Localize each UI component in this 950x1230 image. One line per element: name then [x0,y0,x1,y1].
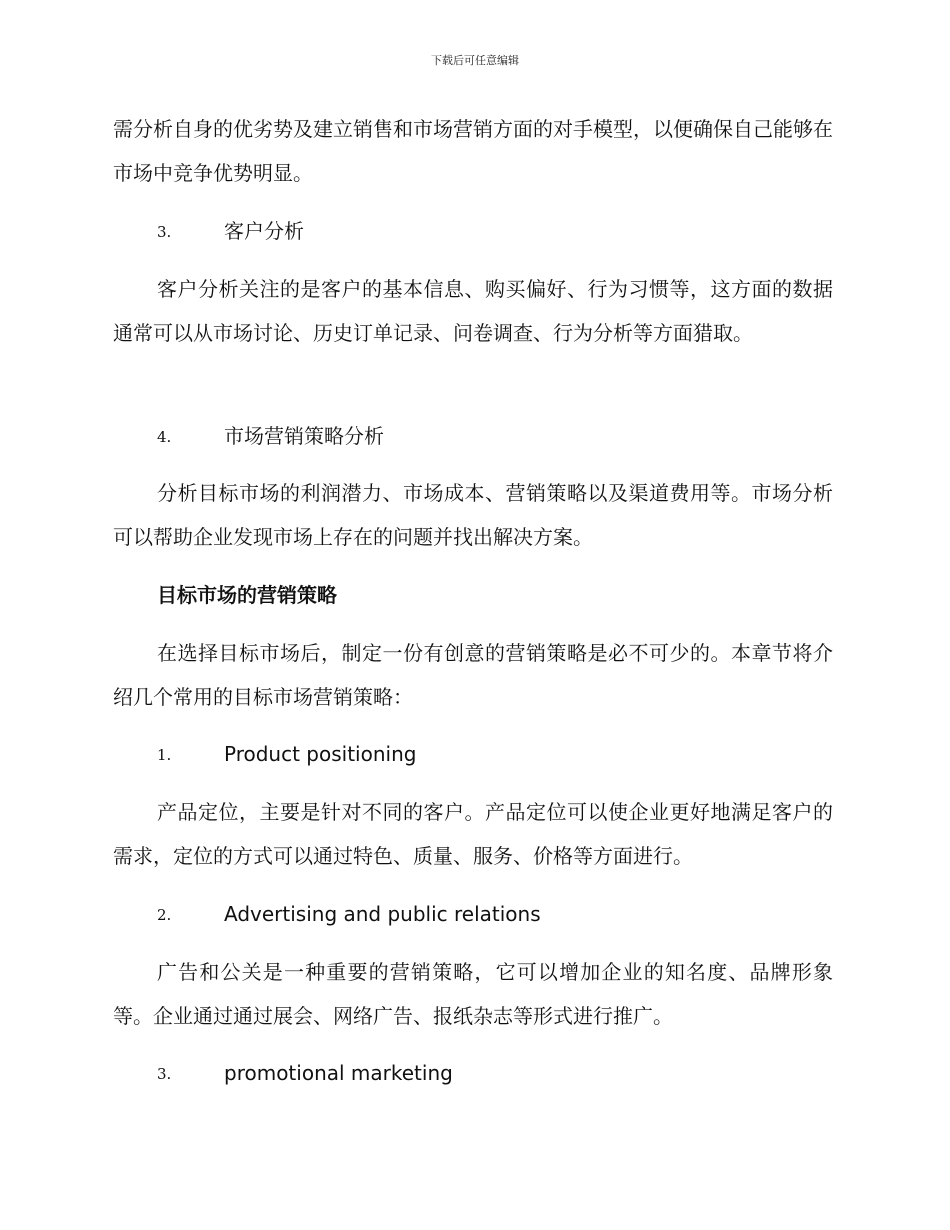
list-item-marketing-strategy-analysis [113,421,833,451]
list-item-label: 客户分析 [224,219,304,243]
list-item-label: 市场营销策略分析 [224,424,384,448]
paragraph-market-analysis: 分析目标市场的利润潜力、市场成本、营销策略以及渠道费用等。市场分析可以帮助企业发现市场上存在的问题并找出解决方案。 [113,481,833,549]
list-item-advertising [113,899,833,929]
paragraph-advertising: 广告和公关是一种重要的营销策略，它可以增加企业的知名度、品牌形象等。企业通过通过展会、网络广告、报纸杂志等形式进行推广。 [113,960,833,1028]
list-item-label: promotional marketing [224,1061,453,1085]
list-number: 1. [157,746,172,764]
list-item-promotional-marketing [113,1058,833,1088]
section-heading: 目标市场的营销策略 [157,583,337,607]
list-number: 2. [157,906,172,924]
list-item-product-positioning [113,739,833,769]
list-number: 3. [157,223,172,241]
list-item-label: Advertising and public relations [224,902,541,926]
page-header: 下载后可任意编辑 [431,54,519,67]
list-item-customer-analysis [113,216,833,246]
paragraph-product-positioning: 产品定位，主要是针对不同的客户。产品定位可以使企业更好地满足客户的需求，定位的方式可以通过特色、质量、服务、价格等方面进行。 [113,800,833,868]
list-number: 3. [157,1065,172,1083]
paragraph-customer-analysis: 客户分析关注的是客户的基本信息、购买偏好、行为习惯等，这方面的数据通常可以从市场讨论、历史订单记录、问卷调查、行为分析等方面猎取。 [113,277,833,345]
list-number: 4. [157,428,172,446]
paragraph-strategy-intro: 在选择目标市场后，制定一份有创意的营销策略是必不可少的。本章节将介绍几个常用的目标市场营销策略： [113,641,833,709]
paragraph-competitor-model: 需分析自身的优劣势及建立销售和市场营销方面的对手模型，以便确保自己能够在市场中竞争优势明显。 [113,117,833,185]
list-item-label: Product positioning [224,742,417,766]
